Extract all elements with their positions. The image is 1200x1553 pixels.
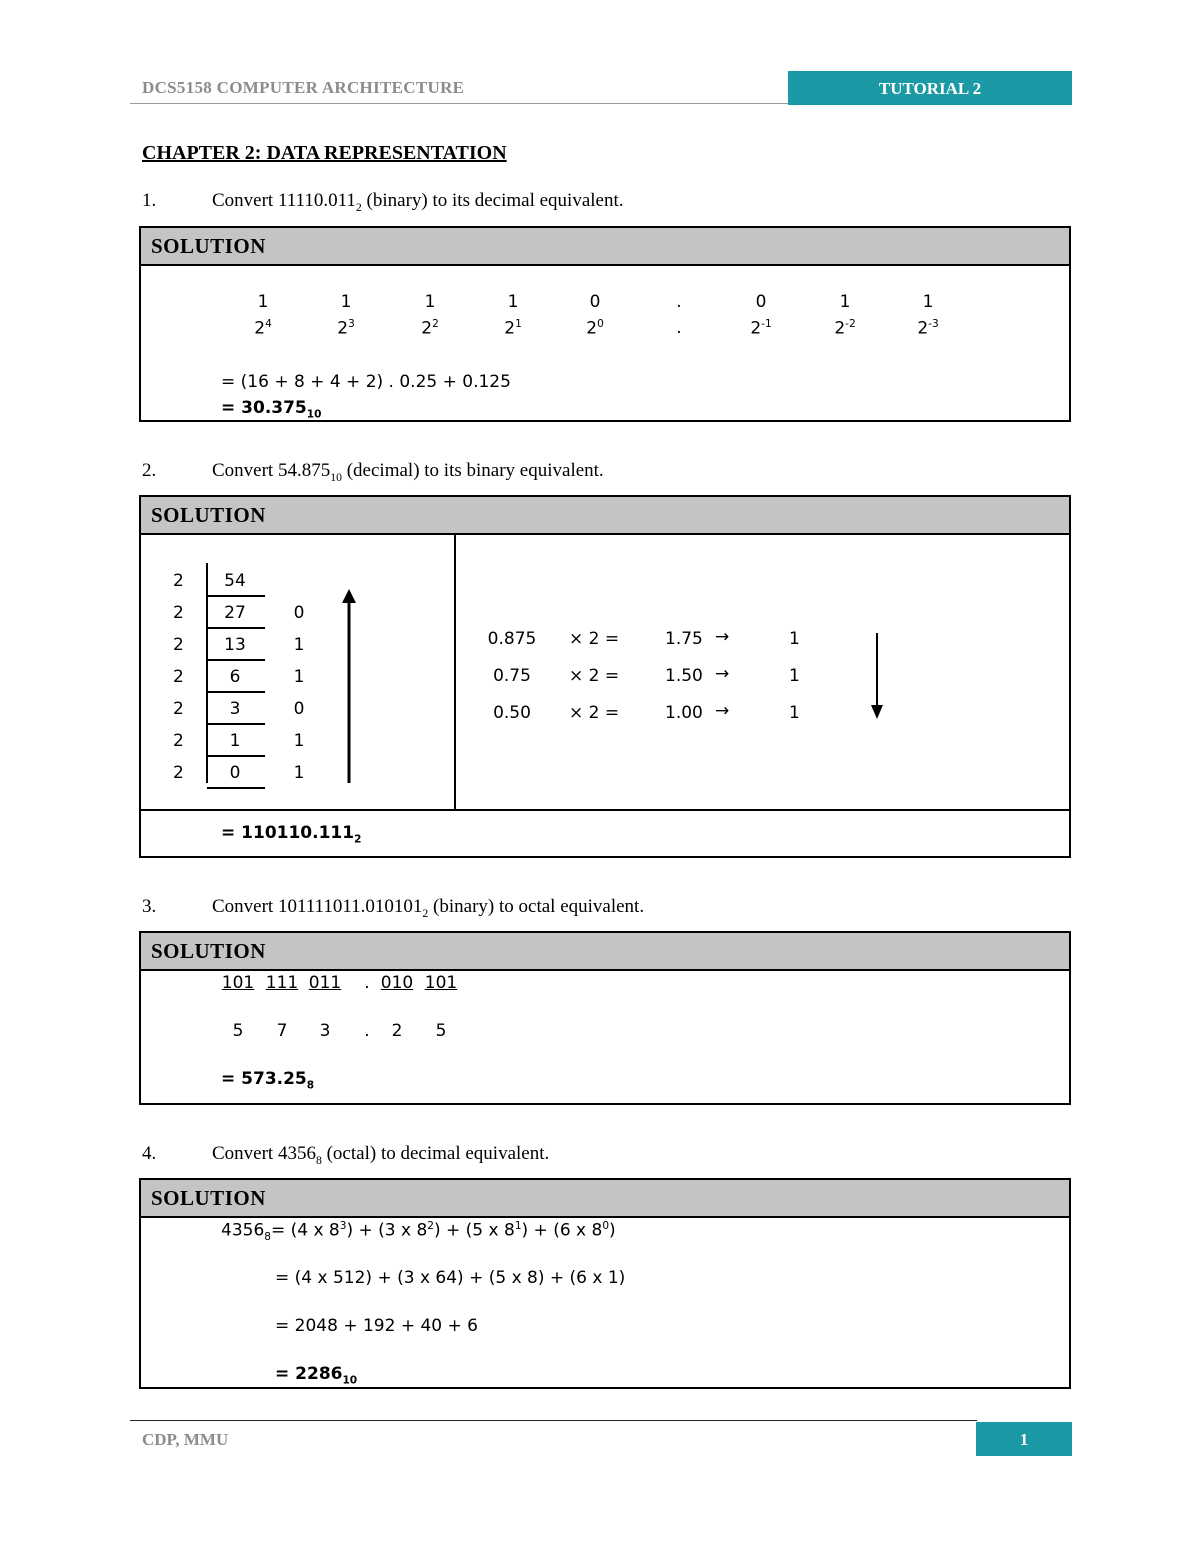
quotient: 1: [229, 731, 241, 751]
binary-group: 101: [221, 973, 255, 993]
octal-digit: .: [364, 1021, 370, 1041]
bit-digit: 0: [755, 292, 767, 312]
carry-bit: 1: [789, 666, 800, 686]
binary-group: .: [364, 973, 370, 993]
chapter-title: CHAPTER 2: DATA REPRESENTATION: [142, 142, 507, 164]
question-4-text: Convert $4356_8$ (octal) to decimal equivalent.: [212, 1143, 550, 1167]
column-divider: [454, 533, 456, 811]
quotient: 3: [229, 699, 241, 719]
binary-group: 010: [380, 973, 414, 993]
up-arrow-icon: [339, 587, 359, 787]
divisor: 2: [173, 635, 184, 655]
remainder: 1: [293, 667, 305, 687]
q3-answer: = $573.25_8$: [221, 1069, 315, 1092]
question-4-number: 4.: [142, 1143, 157, 1164]
multiply-op: × 2 =: [569, 703, 620, 723]
bit-digit: 1: [340, 292, 352, 312]
divisor: 2: [173, 699, 184, 719]
row-divider: [141, 809, 1069, 811]
question-1-number: 1.: [142, 190, 157, 211]
footer-rule: [130, 1420, 977, 1421]
bit-digit: 1: [839, 292, 851, 312]
carry-bit: 1: [789, 703, 800, 723]
place-weight: $2^1$: [504, 318, 522, 339]
division-underline: [207, 595, 265, 597]
q4-line-3: = 2048 + 192 + 40 + 6: [275, 1316, 478, 1336]
quotient: 6: [229, 667, 241, 687]
solution-box-2: [139, 495, 1071, 858]
remainder: 0: [293, 699, 305, 719]
bit-digit: 0: [589, 292, 601, 312]
place-weight: $2^3$: [337, 318, 355, 339]
tutorial-badge: TUTORIAL 2: [788, 71, 1072, 105]
bit-digit: .: [676, 292, 682, 312]
q2-answer: = $110110.111_2$: [221, 823, 362, 846]
quotient: 27: [224, 603, 246, 623]
place-weight: $2^4$: [254, 318, 272, 339]
fraction-value: 0.50: [493, 703, 531, 723]
place-weight: $2^0$: [586, 318, 604, 339]
product: 1.75: [665, 629, 703, 649]
octal-digit: 5: [232, 1021, 244, 1041]
question-1-text: Convert $11110.011_2$ (binary) to its decimal equivalent.: [212, 190, 624, 214]
footer-label: CDP, MMU: [142, 1430, 229, 1449]
place-weight: $2^{-2}$: [834, 318, 856, 339]
question-2-text: Convert $54.875_{10}$ (decimal) to its binary equivalent.: [212, 460, 604, 484]
division-underline: [207, 723, 265, 725]
remainder: 1: [293, 731, 305, 751]
octal-digit: 5: [435, 1021, 447, 1041]
divisor: 2: [173, 603, 184, 623]
q4-line-1: $4356_8= (4$ x $8^3) + (3$ x $8^2) + (5$ x $8^1) + (6$ x $8^0$): [221, 1220, 616, 1244]
division-underline: [207, 659, 265, 661]
bit-digit: 1: [257, 292, 269, 312]
down-arrow-icon: [867, 631, 887, 723]
remainder: 0: [293, 603, 305, 623]
bit-digit: 1: [424, 292, 436, 312]
fraction-value: 0.75: [493, 666, 531, 686]
place-weight: $2^2$: [421, 318, 439, 339]
right-arrow-icon: →: [715, 627, 730, 647]
place-weight: .: [676, 318, 682, 338]
solution-box-3: [139, 931, 1071, 1105]
divisor: 2: [173, 731, 184, 751]
octal-digit: 3: [319, 1021, 331, 1041]
q1-answer: = $30.375_{10}$: [221, 398, 322, 421]
solution-header: SOLUTION: [141, 933, 1069, 971]
q4-line-2: = (4 x 512) + (3 x 64) + (5 x 8) + (6 x 1): [275, 1268, 626, 1288]
solution-box-4: [139, 1178, 1071, 1389]
fraction-value: 0.875: [487, 629, 537, 649]
solution-header: SOLUTION: [141, 228, 1069, 266]
binary-group: 011: [308, 973, 342, 993]
binary-group: 111: [265, 973, 299, 993]
q1-expansion: = (16 + 8 + 4 + 2) . 0.25 + 0.125: [221, 372, 511, 392]
division-underline: [207, 787, 265, 789]
remainder: 1: [293, 763, 305, 783]
question-3-text: Convert $101111011.010101_2$ (binary) to octal equivalent.: [212, 896, 645, 920]
divisor: 2: [173, 571, 184, 591]
right-arrow-icon: →: [715, 664, 730, 684]
question-2-number: 2.: [142, 460, 157, 481]
bit-digit: 1: [922, 292, 934, 312]
carry-bit: 1: [789, 629, 800, 649]
division-underline: [207, 627, 265, 629]
divisor: 2: [173, 763, 184, 783]
q4-answer: = $2286_{10}$: [275, 1364, 358, 1387]
quotient: 0: [229, 763, 241, 783]
multiply-op: × 2 =: [569, 666, 620, 686]
solution-box-1: [139, 226, 1071, 422]
product: 1.50: [665, 666, 703, 686]
quotient: 13: [224, 635, 246, 655]
place-weight: $2^{-1}$: [750, 318, 772, 339]
octal-digit: 7: [276, 1021, 288, 1041]
division-bracket: [206, 563, 208, 783]
right-arrow-icon: →: [715, 701, 730, 721]
place-weight: $2^{-3}$: [917, 318, 939, 339]
octal-digit: 2: [391, 1021, 403, 1041]
remainder: 1: [293, 635, 305, 655]
course-title: DCS5158 COMPUTER ARCHITECTURE: [142, 78, 465, 97]
solution-header: SOLUTION: [141, 497, 1069, 535]
question-3-number: 3.: [142, 896, 157, 917]
header-rule: [130, 103, 790, 104]
division-underline: [207, 691, 265, 693]
divisor: 2: [173, 667, 184, 687]
page-number: 1: [976, 1422, 1072, 1456]
division-underline: [207, 755, 265, 757]
product: 1.00: [665, 703, 703, 723]
bit-digit: 1: [507, 292, 519, 312]
multiply-op: × 2 =: [569, 629, 620, 649]
solution-header: SOLUTION: [141, 1180, 1069, 1218]
quotient: 54: [224, 571, 246, 591]
binary-group: 101: [424, 973, 458, 993]
